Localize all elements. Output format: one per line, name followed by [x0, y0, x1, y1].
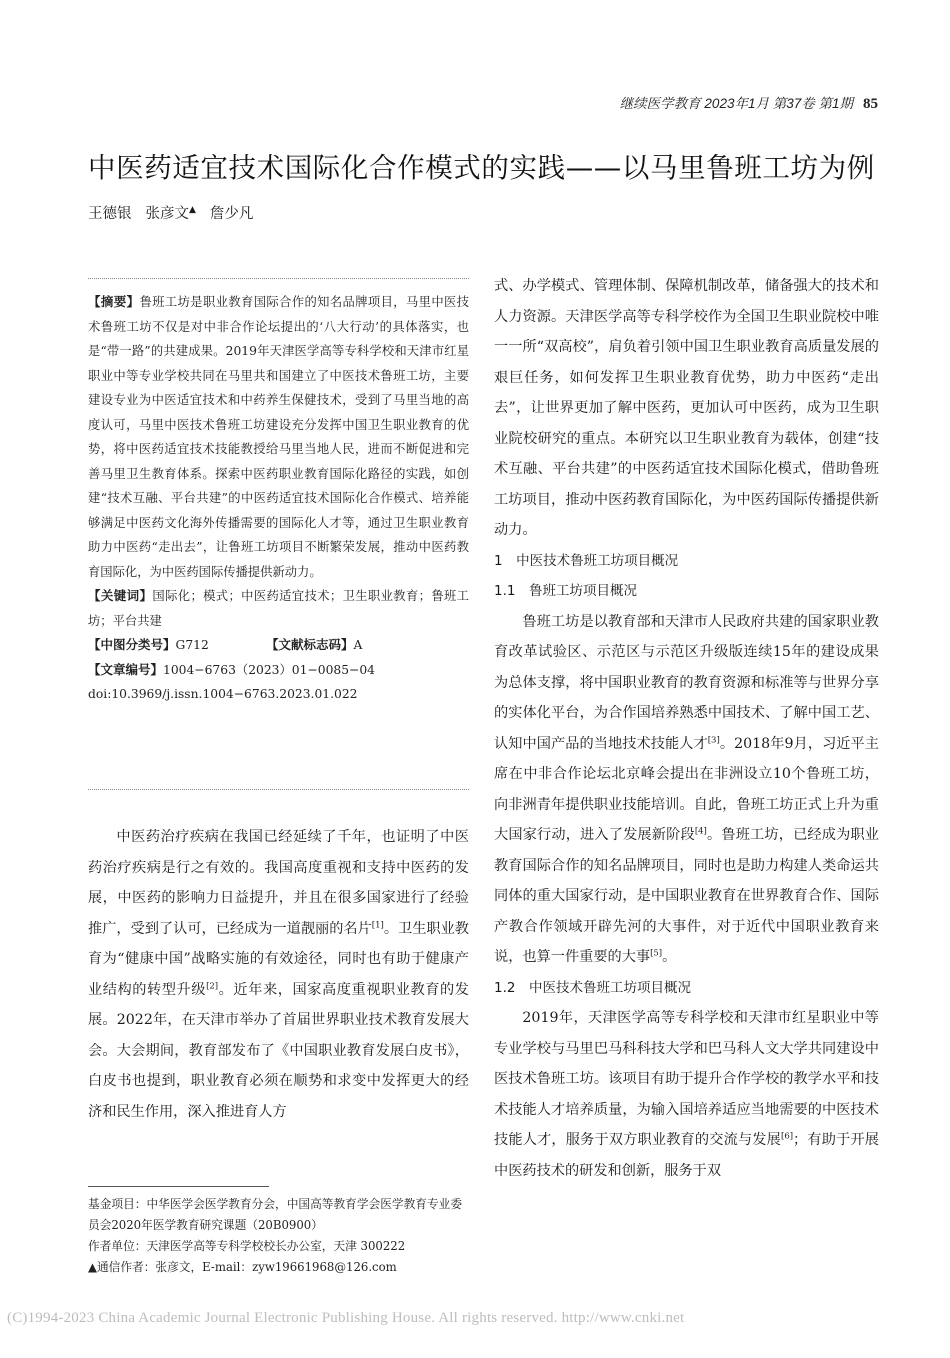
intro-paragraph — [88, 822, 469, 1127]
footnote-rule — [88, 1186, 269, 1187]
doi-line: doi:10.3969/j.issn.1004−6763.2023.01.022 — [88, 687, 358, 701]
doccode-cell — [266, 633, 362, 658]
abstract-paragraph — [88, 290, 469, 584]
s11-text-3: 。鲁班工坊，已经成为职业教育国际合作的知名品牌项目，同时也是助力构建人类命运共同体的重大国家行动，是中国职业教育在世界教育合作、国际产教合作领域开辟先河的大事件，对于近代中国职业教育来说，也算一件重要的大事 — [494, 827, 879, 965]
section-heading-1-1: 1.1 鲁班工坊项目概况 — [494, 583, 637, 599]
author-1: 王德银 — [88, 206, 132, 222]
intro-text-1: 中医药治疗疾病在我国已经延续了千年，也证明了中医药治疗疾病是行之有效的。我国高度重视和支持中医药的发展，中医药的影响力日益提升，并且在很多国家进行了经验推广，受到了认可，已经成为一道靓丽的名片 — [88, 829, 469, 937]
journal-name: 继续医学教育 2023年1月 第37卷 第1期 — [619, 96, 853, 111]
corresponding-note: ▲通信作者：张彦文，E-mail：zyw19661968@126.com — [88, 1260, 397, 1274]
section-heading-1-2: 1.2 中医技术鲁班工坊项目概况 — [494, 979, 691, 996]
intro-continuation: 式、办学模式、管理体制、保障机制改革，储备强大的技术和人力资源。天津医学高等专科学校作为全国卫生职业院校中唯一一所“双高校”，肩负着引领中国卫生职业教育高质量发展的艰巨任务，如何发挥卫生职业教育优势，助力中医药“走出去”，让世界更加了解中医药，更加认可中医药，成为卫生职业院校研究的重点。本研究以卫生职业教育为载体，创建“技术互融、平台共建”的中医药适宜技术国际化模式，借助鲁班工坊项目，推动中医药教育国际化，为中医药国际传播提供新动力。 — [494, 278, 879, 538]
section-heading-1: 1 中医技术鲁班工坊项目概况 — [494, 552, 679, 569]
clc-cell — [88, 633, 266, 658]
s11-text-1: 鲁班工坊是以教育部和天津市人民政府共建的国家职业教育改革试验区、示范区与示范区升级版连续15年的建设成果为总体支撑，将中国职业教育的教育资源和标准等与世界分享的实体化平台，为合作国培养熟悉中国技术、了解中国工艺、认知中国产品的当地技术技能人才 — [494, 613, 879, 752]
abstract-top-divider — [88, 278, 469, 279]
article-number-value: 1004−6763（2023）01−0085−04 — [163, 662, 375, 677]
article-number-label: 【文章编号】 — [88, 661, 164, 677]
abstract-text: 鲁班工坊是职业教育国际合作的知名品牌项目，马里中医技术鲁班工坊不仅是对中非合作论坛提出的‘八大行动’的具体落实，也是“带一路”的共建成果。2019年天津医学高等专科学校和天津市红星职业中等专业学校共同在马里共和国建立了中医技术鲁班工坊，主要建设专业为中医适宜技术和中药养生保健技术，受到了马里当地的高度认可，马里中医技术鲁班工坊建设充分发挥中国卫生职业教育的优势，将中医药适宜技术技能教授给马里当地人民，进而不断促进和完善马里卫生教育体系。探索中医药职业教育国际化路径的实践，如创建“技术互融、平台共建”的中医药适宜技术国际化合作模式、培养能够满足中医药文化海外传播需要的国际化人才等，通过卫生职业教育助力中医药“走出去”，让鲁班工坊项目不断繁荣发展，推动中医药教育国际化，为中医药国际传播提供新动力。 — [88, 295, 469, 579]
keywords-line — [88, 584, 469, 633]
abstract-block — [88, 290, 469, 707]
s12-text-2: ；有助于开展中医药技术的研发和创新，服务于双 — [494, 1132, 879, 1179]
intro-text-3: 。近年来，国家高度重视职业教育的发展。2022年，在天津市举办了首届世界职业技术教育发展大会。大会期间，教育部发布了《中国职业教育发展白皮书》，白皮书也提到，职业教育必须在顺势和求变中发挥更大的经济和民生作用，深入推进育人方 — [88, 981, 469, 1120]
clc-value: G712 — [175, 638, 209, 652]
section-1-2-paragraph — [494, 1003, 879, 1186]
citation-1: [1] — [371, 919, 384, 930]
copyright-watermark: (C)1994-2023 China Academic Journal Electronic Publishing House. All rights reserved. http://www.cnki.net — [7, 1310, 685, 1326]
affiliation-note: 作者单位：天津医学高等专科学校校长办公室，天津 300222 — [88, 1239, 406, 1253]
citation-4: [4] — [694, 826, 707, 837]
author-line — [88, 202, 267, 223]
clc-label: 【中图分类号】 — [88, 637, 176, 652]
doccode-value: A — [353, 638, 363, 652]
left-column-body — [88, 822, 469, 1127]
author-3: 詹少凡 — [209, 206, 254, 222]
article-title: 中医药适宜技术国际化合作模式的实践——以马里鲁班工坊为例 — [88, 152, 875, 184]
author-2-name: 张彦文 — [145, 206, 189, 222]
page-number: 85 — [863, 96, 878, 112]
corresponding-mark: ▲ — [189, 205, 196, 216]
citation-3: [3] — [707, 734, 720, 745]
keywords-text: 国际化；模式；中医药适宜技术；卫生职业教育；鲁班工坊；平台共建 — [88, 589, 469, 628]
abstract-bottom-divider — [88, 789, 469, 790]
abstract-label: 【摘要】 — [88, 294, 140, 309]
running-header — [620, 92, 878, 113]
citation-5: [5] — [650, 948, 663, 959]
classification-row — [88, 633, 469, 658]
citation-6: [6] — [781, 1131, 794, 1142]
article-number-line — [88, 658, 469, 683]
s12-text-1: 2019年，天津医学高等专科学校和天津市红星职业中等专业学校与马里巴马科科技大学和巴马科人文大学共同建设中医技术鲁班工坊。该项目有助于提升合作学校的教学水平和技术技能人才培养质量，为输入国培养适应当地需要的中医技术技能人才，服务于双方职业教育的交流与发展 — [494, 1010, 879, 1148]
author-2 — [146, 206, 196, 222]
citation-2: [2] — [206, 980, 219, 991]
intro-text-2: 。卫生职业教育为“健康中国”战略实施的有效途径，同时也有助于健康产业结构的转型升级 — [88, 920, 469, 998]
section-1-1-paragraph — [494, 607, 879, 973]
footnote-block — [88, 1194, 469, 1278]
s11-text-2: 。2018年9月，习近平主席在中非合作论坛北京峰会提出在非洲设立10个鲁班工坊，向非洲青年提供职业技能培训。自此，鲁班工坊正式上升为重大国家行动，进入了发展新阶段 — [494, 735, 879, 843]
s11-text-4: 。 — [662, 949, 677, 965]
keywords-label: 【关键词】 — [88, 588, 153, 603]
doccode-label: 【文献标志码】 — [266, 637, 354, 652]
fund-note: 基金项目：中华医学会医学教育分会，中国高等教育学会医学教育专业委员会2020年医学教育研究课题（20B0900） — [88, 1197, 463, 1232]
right-column-body — [494, 271, 879, 1186]
